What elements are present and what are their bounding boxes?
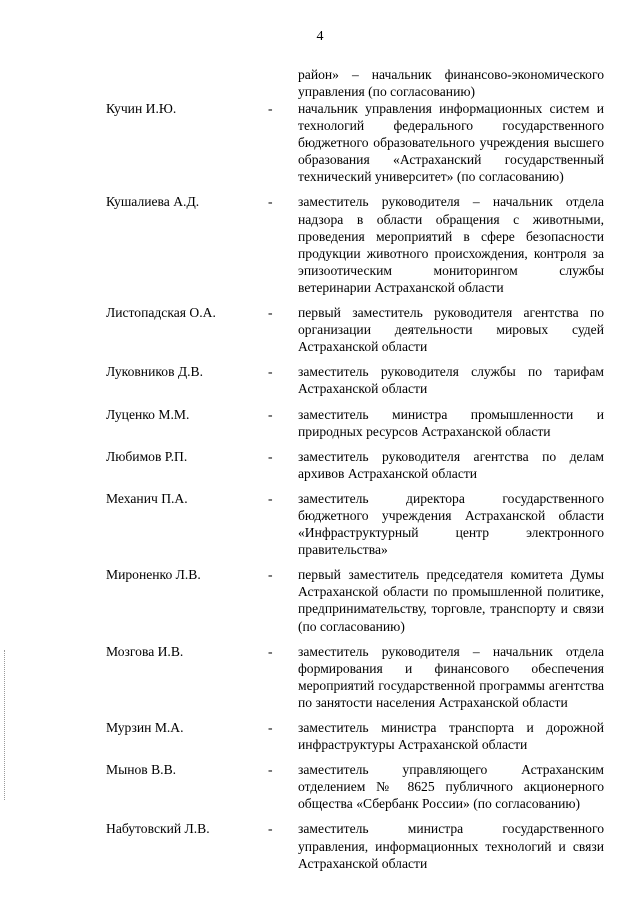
list-item — [0, 363, 640, 397]
member-name: Мынов В.В. — [106, 762, 177, 778]
list-item — [0, 304, 640, 355]
separator-dash: - — [268, 194, 273, 210]
list-item — [0, 566, 640, 634]
continuation-text: район» – начальник финансово-экономического управления (по согласованию) — [298, 67, 604, 100]
list-item — [0, 643, 640, 711]
member-position: заместитель министра промышленности и природных ресурсов Астраханской области — [298, 406, 604, 439]
member-name: Мурзин М.А. — [106, 720, 184, 735]
member-name: Листопадская О.А. — [106, 305, 216, 321]
member-position: заместитель управляющего Астраханским отделением № 8625 публичного акционерного общества «Сбербанк России» (по согласованию) — [298, 762, 604, 812]
separator-dash: - — [268, 448, 273, 464]
member-position: заместитель министра государственного управления, информационных технологий и связи Астраханской области — [298, 821, 604, 871]
list-item — [0, 761, 640, 812]
list-item — [0, 448, 640, 482]
member-position: заместитель министра транспорта и дорожной инфраструктуры Астраханской области — [298, 720, 604, 753]
member-name: Луценко М.М. — [106, 406, 190, 422]
list-item — [0, 100, 640, 185]
scan-margin-artifact — [4, 650, 7, 800]
member-position: заместитель руководителя агентства по делам архивов Астраханской области — [298, 448, 604, 481]
separator-dash: - — [268, 101, 273, 116]
list-item — [0, 406, 640, 440]
member-name: Кучин И.Ю. — [106, 101, 177, 116]
member-name: Механич П.А. — [106, 490, 188, 506]
member-name: Луковников Д.В. — [106, 364, 204, 380]
separator-dash: - — [268, 406, 273, 422]
page-number: 4 — [316, 29, 324, 44]
member-name: Мироненко Л.В. — [106, 567, 201, 583]
member-position: заместитель руководителя службы по тарифам Астраханской области — [298, 364, 604, 397]
member-position: заместитель руководителя – начальник отдела надзора в области обращения с животными, проведения мероприятий в сфере безопасности продукции животного происхождения, контроля за эпизоотическим мониторингом службы ветеринарии Астраханской области — [298, 194, 604, 295]
member-name: Мозгова И.В. — [106, 643, 184, 659]
separator-dash: - — [268, 762, 273, 778]
member-name: Любимов Р.П. — [106, 448, 188, 464]
member-list — [0, 100, 640, 880]
separator-dash: - — [268, 720, 273, 735]
member-position: заместитель руководителя – начальник отдела формирования и финансового обеспечения мероприятий государственной программы агентства по занятости населения Астраханской области — [298, 643, 604, 710]
separator-dash: - — [268, 305, 273, 321]
separator-dash: - — [268, 490, 273, 506]
member-name: Кушалиева А.Д. — [106, 194, 200, 210]
separator-dash: - — [268, 364, 273, 380]
list-item — [0, 719, 640, 753]
list-item — [0, 490, 640, 558]
member-position: заместитель директора государственного бюджетного учреждения Астраханской области «Инфраструктурный центр электронного правительства» — [298, 490, 604, 558]
member-position: первый заместитель руководителя агентства по организации деятельности мировых судей Астраханской области — [298, 305, 604, 355]
separator-dash: - — [268, 821, 273, 837]
member-position: первый заместитель председателя комитета Думы Астраханской области по промышленной политике, предпринимательству, торговле, транспорту и связи (по согласованию) — [298, 567, 604, 634]
member-name: Набутовский Л.В. — [106, 821, 210, 837]
separator-dash: - — [268, 567, 273, 583]
separator-dash: - — [268, 643, 273, 659]
member-position: начальник управления информационных систем и технологий федерального государственного бюджетного образовательного учреждения высшего образования «Астраханский государственный технический университет» (по согласованию) — [298, 101, 604, 185]
list-item — [0, 820, 640, 871]
list-item — [0, 193, 640, 296]
